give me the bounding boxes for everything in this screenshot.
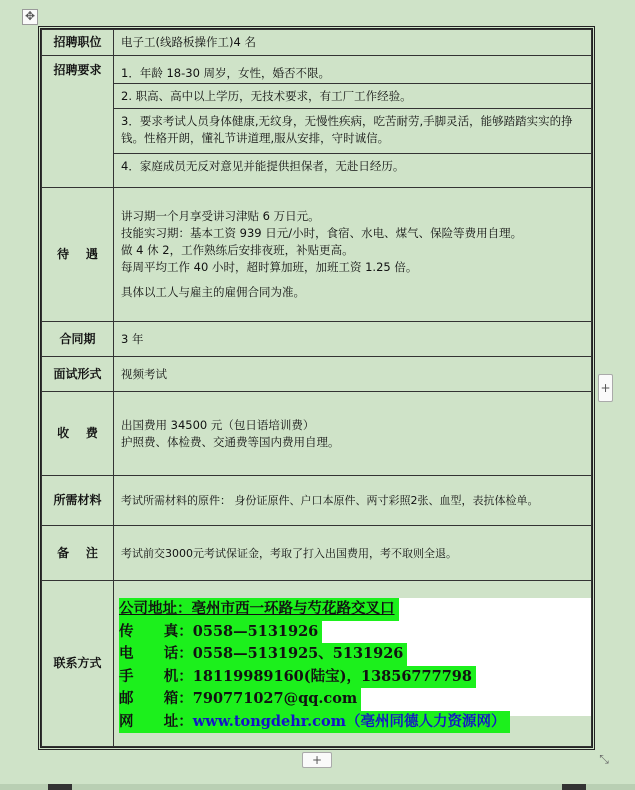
contract-label: 合同期 bbox=[42, 322, 114, 357]
materials-label: 所需材料 bbox=[42, 476, 114, 526]
website-prefix: 网 址： bbox=[119, 712, 193, 730]
fees-cell bbox=[114, 392, 592, 476]
table-resize-icon[interactable]: ⤡ bbox=[599, 752, 609, 766]
interview-value: 视频考试 bbox=[114, 357, 592, 392]
fees-line-2: 护照费、体检费、交通费等国内费用自理。 bbox=[121, 434, 340, 449]
requirement-item-2: 2. 职高、高中以上学历，无技术要求，有工厂工作经验。 bbox=[121, 89, 412, 103]
phone-number: 电 话：0558—5131925、5131926 bbox=[119, 643, 407, 666]
fax-number: 传 真：0558—5131926 bbox=[119, 621, 322, 644]
requirement-item-4-text: 4．家庭成员无反对意见并能提供担保者，无赴日经历。 bbox=[121, 159, 405, 173]
website-suffix: （亳州同德人力资源网） bbox=[346, 712, 506, 730]
treatment-cell bbox=[114, 188, 592, 322]
contact-cell bbox=[114, 581, 592, 747]
interview-label: 面试形式 bbox=[42, 357, 114, 392]
requirements-cell bbox=[114, 56, 592, 188]
add-column-plus-icon[interactable]: + bbox=[598, 374, 613, 402]
contract-value: 3 年 bbox=[114, 322, 592, 357]
fees-label: 收 费 bbox=[42, 392, 114, 476]
position-value: 电子工(线路板操作工)4 名 bbox=[114, 30, 592, 56]
treatment-line-3: 做 4 休 2，工作熟练后安排夜班，补贴更高。 bbox=[121, 243, 354, 257]
remarks-label: 备 注 bbox=[42, 526, 114, 581]
website-url[interactable]: www.tongdehr.com bbox=[192, 712, 346, 730]
mobile-number: 手 机：18119989160(陆宝)，13856777798 bbox=[119, 666, 476, 689]
treatment-label: 待 遇 bbox=[42, 188, 114, 322]
fees-line-1: 出国费用 34500 元（包日语培训费） bbox=[121, 417, 315, 432]
remarks-value: 考试前交3000元考试保证金，考取了打入出国费用，考不取则全退。 bbox=[114, 526, 592, 581]
materials-value: 考试所需材料的原件： 身份证原件、户口本原件、两寸彩照2张、血型，表抗体检单。 bbox=[114, 476, 592, 526]
requirement-item-4 bbox=[114, 154, 591, 182]
treatment-line-4: 每周平均工作 40 小时，超时算加班，加班工资 1.25 倍。 bbox=[121, 260, 418, 274]
recruitment-table bbox=[38, 26, 595, 750]
table-move-handle-icon[interactable]: ✥ bbox=[22, 9, 38, 25]
email-address: 邮 箱：790771027@qq.com bbox=[119, 688, 361, 711]
requirement-item-3: 3．要求考试人员身体健康,无纹身，无慢性疾病，吃苦耐劳,手脚灵活，能够踏踏实实的挣钱。性格开朗，懂礼节讲道理,服从安排，守时诚信。 bbox=[121, 114, 573, 145]
treatment-line-1: 讲习期一个月享受讲习津贴 6 万日元。 bbox=[121, 209, 320, 223]
position-label: 招聘职位 bbox=[42, 30, 114, 56]
contact-block bbox=[119, 598, 591, 733]
contact-label: 联系方式 bbox=[42, 581, 114, 747]
page-bottom-edge bbox=[0, 784, 635, 790]
requirements-label: 招聘要求 bbox=[42, 56, 114, 188]
add-row-plus-icon[interactable]: + bbox=[302, 752, 332, 768]
company-address: 公司地址：亳州市西一环路与芍花路交叉口 bbox=[119, 598, 399, 621]
treatment-line-2: 技能实习期：基本工资 939 日元/小时，食宿、水电、煤气、保险等费用自理。 bbox=[121, 226, 523, 240]
website[interactable] bbox=[119, 711, 510, 734]
requirement-item-1: 1．年龄 18-30 周岁，女性，婚否不限。 bbox=[121, 66, 331, 80]
treatment-note: 具体以工人与雇主的雇佣合同为准。 bbox=[121, 285, 305, 299]
